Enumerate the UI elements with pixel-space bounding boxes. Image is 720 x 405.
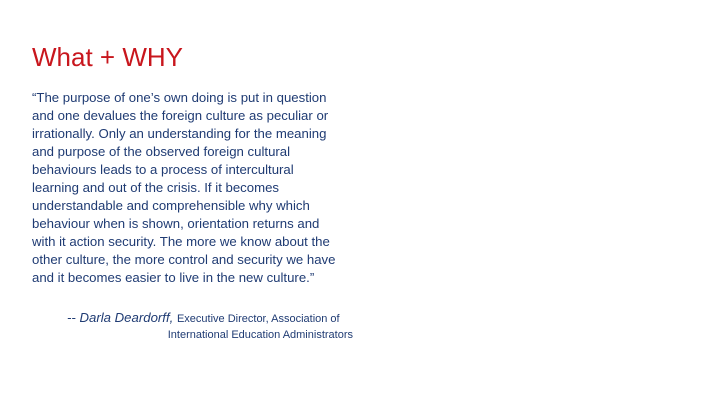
quote-line: other culture, the more control and security we have bbox=[32, 252, 336, 267]
attribution-line-2: International Education Administrators bbox=[167, 329, 353, 341]
quote-line: with it action security. The more we know about the bbox=[32, 234, 330, 249]
quote-line: and purpose of the observed foreign cultural bbox=[32, 144, 291, 159]
quote-line: learning and out of the crisis. If it becomes bbox=[32, 180, 280, 195]
quote-line: “The purpose of one’s own doing is put in question bbox=[32, 90, 327, 105]
slide-title: What + WHY bbox=[32, 42, 183, 72]
attribution-line-1 bbox=[67, 309, 340, 328]
quote-line: and one devalues the foreign culture as peculiar or bbox=[32, 108, 329, 123]
attribution-dash: -- bbox=[67, 310, 76, 325]
attribution-name: Darla Deardorff, bbox=[79, 310, 174, 325]
quote-line: understandable and comprehensible why which bbox=[32, 198, 310, 213]
quote-line: behaviours leads to a process of intercultural bbox=[32, 162, 294, 177]
quote-line: behaviour when is shown, orientation returns and bbox=[32, 216, 320, 231]
attribution-role: Executive Director, Association of bbox=[176, 313, 340, 325]
quote-line: irrationally. Only an understanding for the meaning bbox=[32, 126, 327, 141]
quote-line: and it becomes easier to live in the new culture.” bbox=[32, 270, 315, 285]
